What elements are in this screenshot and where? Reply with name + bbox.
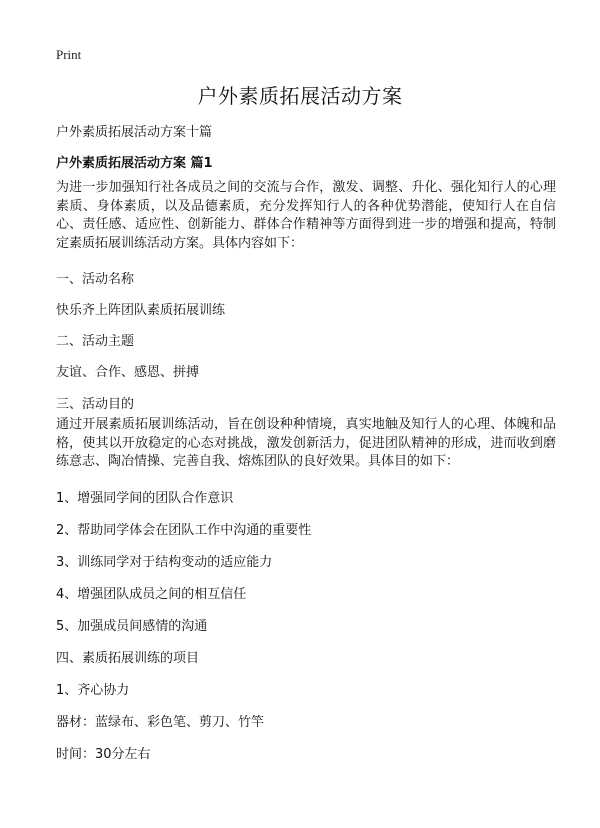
items-heading: 四、素质拓展训练的项目 [56, 651, 200, 666]
item-title: 1、齐心协力 [56, 683, 130, 698]
print-label: Print [56, 47, 82, 62]
goal-item: 3、训练同学对于结构变动的适应能力 [56, 555, 273, 570]
document-title: 户外素质拓展活动方案 [197, 84, 403, 108]
goal-item: 1、增强同学间的团队合作意识 [56, 491, 234, 506]
goal-item: 4、增强团队成员之间的相互信任 [56, 587, 247, 602]
activity-name-heading: 一、活动名称 [56, 272, 135, 287]
intro-paragraph: 为进一步加强知行社各成员之间的交流与合作，激发、调整、升化、强化知行人的心理素质、身体素质，以及品德素质，充分发挥知行人的各种优势潜能，使知行人在自信心、责任感、适应性、创新能力、群体合作精神等方面得到进一步的增强和提高，特制定素质拓展训练活动方案。具体内容如下： [56, 180, 556, 251]
activity-goal-heading: 三、活动目的 [56, 397, 135, 412]
time-line: 时间：30分左右 [56, 747, 151, 762]
goal-paragraph: 通过开展素质拓展训练活动，旨在创设种种情境，真实地触及知行人的心理、体魄和品格，使其以开放稳定的心态对挑战，激发创新活力，促进团队精神的形成，进而收到磨练意志、陶冶情操、完善自我、熔炼团队的良好效果。具体目的如下： [56, 417, 556, 469]
goal-item: 5、加强成员间感情的沟通 [56, 619, 208, 634]
activity-theme: 友谊、合作、感恩、拼搏 [56, 365, 200, 380]
activity-theme-heading: 二、活动主题 [56, 334, 135, 349]
goal-item: 2、帮助同学体会在团队工作中沟通的重要性 [56, 523, 312, 538]
activity-name: 快乐齐上阵团队素质拓展训练 [56, 303, 226, 318]
equipment-line: 器材：蓝绿布、彩色笔、剪刀、竹竿 [56, 715, 265, 730]
section-heading: 户外素质拓展活动方案 篇1 [56, 156, 213, 171]
document-subtitle: 户外素质拓展活动方案十篇 [56, 125, 213, 140]
